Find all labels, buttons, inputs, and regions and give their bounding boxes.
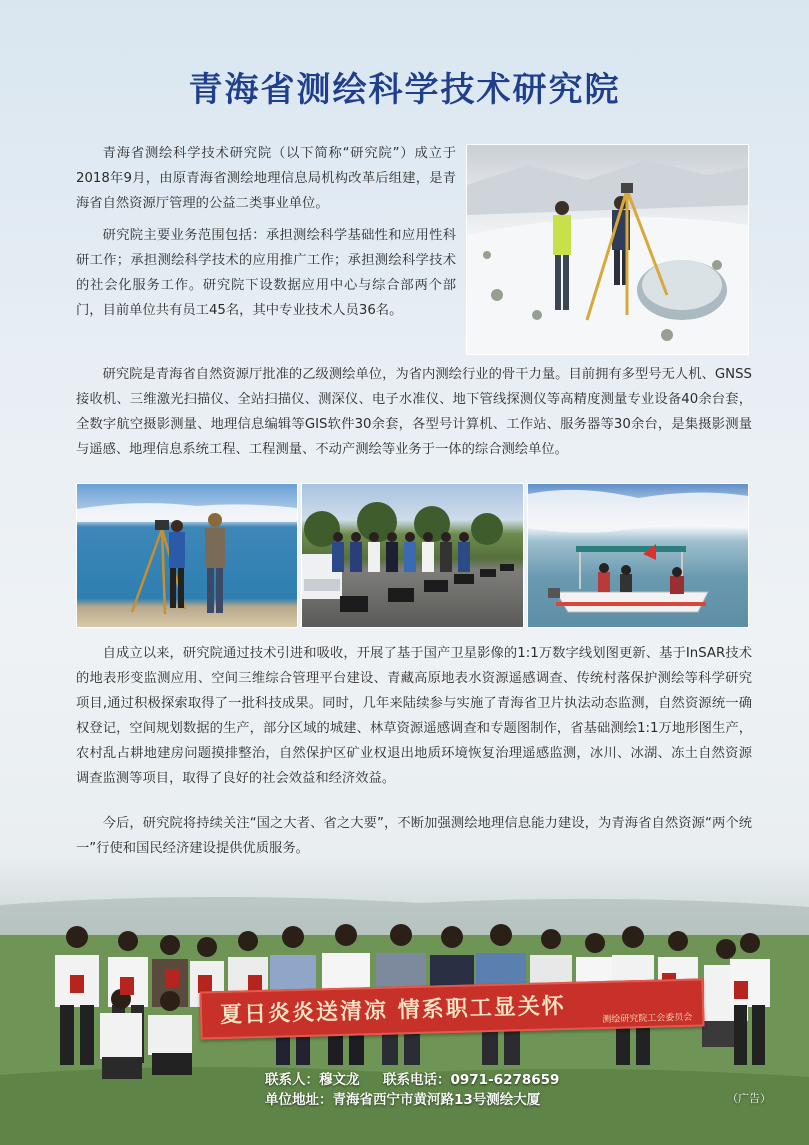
contact-line: 联系人：穆文龙 联系电话：0971-6278659 <box>265 1072 560 1088</box>
business-scope-paragraph: 研究院主要业务范围包括：承担测绘科学基础性和应用性科研工作；承担测绘科学技术的应用推广工作；承担测绘科学技术的社会化服务工作。研究院下设数据应用中心与综合部两个部门，目前单位共有员工45名，其中专业技术人员36名。 <box>76 228 456 318</box>
achievements-paragraph: 自成立以来，研究院通过技术引进和吸收，开展了基于国产卫星影像的1:1万数字线划图更新、基于InSAR技术的地表形变监测应用、空间三维综合管理平台建设、青藏高原地表水资源遥感调查、传统村落保护测绘等科学研究项目,通过积极探索取得了一批科技成果。同时，几年来陆续参与实施了青海省卫片执法动态监测，自然资源统一确权登记，空间规划数据的生产，部分区域的城建、林草资源遥感调查和专题图制作，省基础测绘1:1万地形图生产，农村乱占耕地建房问题摸排整治，自然保护区矿业权退出地质环境恢复治理遥感监测，冰川、冰湖、冻土自然资源调查监测等项目，取得了良好的社会效益和经济效益。 <box>76 646 752 786</box>
boat-survey-photo <box>527 483 749 628</box>
qualification-paragraph: 研究院是青海省自然资源厅批准的乙级测绘单位，为省内测绘行业的骨干力量。目前拥有多型号无人机、GNSS接收机、三维激光扫描仪、全站扫描仪、测深仪、电子水准仪、地下管线探测仪等高精度测量专业设备40余台套，全数字航空摄影测量、地理信息编辑等GIS软件30余套，各型号计算机、工作站、服务器等30余台，是集摄影测量与遥感、地理信息系统工程、工程测量、不动产测绘等业务于一体的综合测绘单位。 <box>76 367 752 457</box>
ad-label: （广告） <box>727 1092 771 1105</box>
equipment-team-photo <box>301 483 524 628</box>
snow-survey-photo <box>466 144 749 355</box>
outlook-paragraph: 今后，研究院将持续关注“国之大者、省之大要”，不断加强测绘地理信息能力建设，为青海省自然资源“两个统一”行使和国民经济建设提供优质服务。 <box>76 816 752 856</box>
banner-slogan: 夏日炎炎送清凉 情系职工显关怀 <box>219 994 566 1029</box>
lakeside-survey-photo <box>76 483 298 628</box>
address-line: 单位地址：青海省西宁市黄河路13号测绘大厦 <box>265 1092 541 1108</box>
banner-organizer: 测绘研究院工会委员会 <box>602 1012 693 1026</box>
page-title: 青海省测绘科学技术研究院 <box>188 70 621 110</box>
intro-paragraph: 青海省测绘科学技术研究院（以下简称“研究院”）成立于2018年9月，由原青海省测绘地理信息局机构改革后组建，是青海省自然资源厅管理的公益二类事业单位。 <box>76 146 456 211</box>
